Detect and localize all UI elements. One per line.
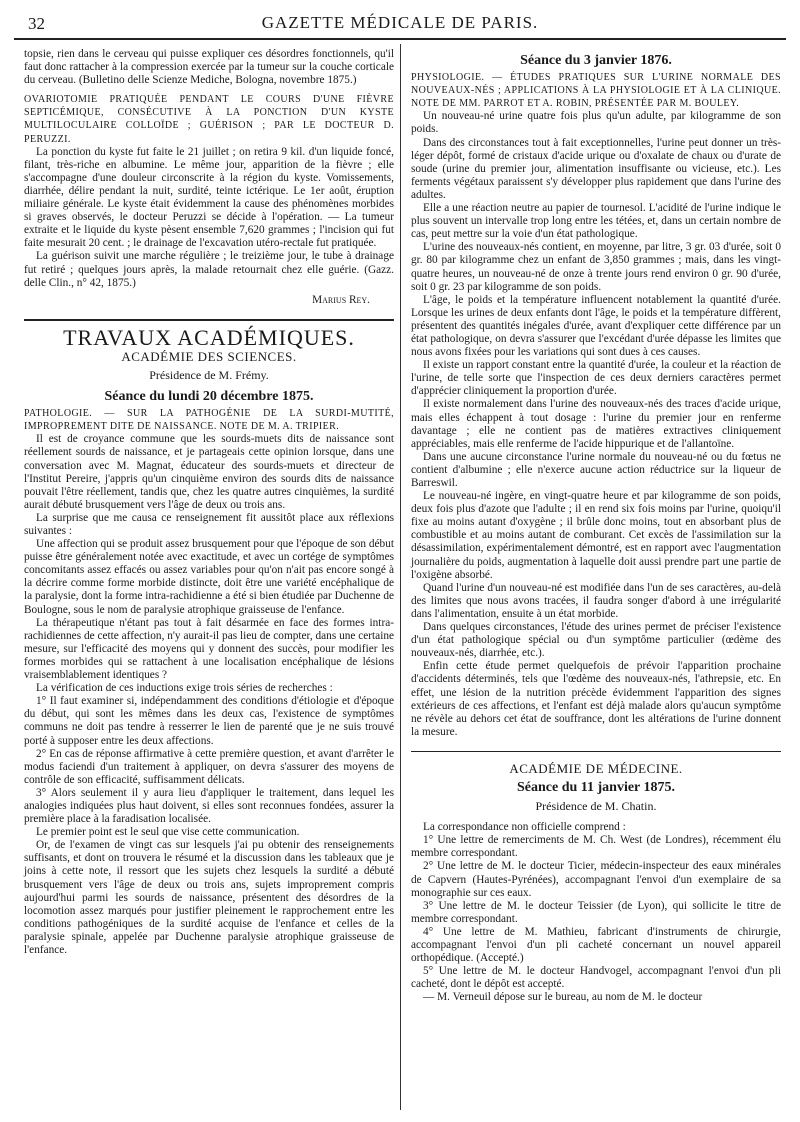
body-paragraph: Quand l'urine d'un nouveau-né est modifiée dans l'un de ses caractères, au-delà des limites que nous avons tracées, il faudra songer d'abord à une irrégularité dans l'alimentation, ensuite à un état morbide. <box>411 581 781 620</box>
section-title: TRAVAUX ACADÉMIQUES. <box>63 324 355 350</box>
page-header <box>14 8 786 40</box>
seance-heading: Séance du lundi 20 décembre 1875. <box>104 389 314 405</box>
left-column <box>24 48 394 957</box>
body-paragraph: Enfin cette étude permet quelquefois de prévoir l'apparition prochaine d'accidents déterminés, tels que l'œdème des nouveaux-nés, l'athrepsie, etc. En effet, une lésion de la nutrition précède évidemment l'apparition des signes extérieurs de ces affections, et l'enfant est déjà malade alors qu'aucun symptôme ne révèle au dehors cet état de souffrance, dont les altérations de l'urine donnent la mesure. <box>411 660 781 738</box>
presidence: Présidence de M. Frémy. <box>149 367 269 382</box>
body-paragraph: 4° Une lettre de M. Mathieu, fabricant d'instruments de chirurgie, accompagnant l'envoi d'un pli cacheté concernant un nouvel appareil orthopédique. (Accepté.) <box>411 925 781 965</box>
right-column <box>411 48 781 1004</box>
body-paragraph: 1° Il faut examiner si, indépendamment des conditions d'étiologie et d'époque du début, qui sont les mêmes dans les deux cas, l'existence de symptômes communs ne doit pas tendre à resserrer le lien de parenté que je ne suis trouvé porté à supposer entre les deux affections. <box>24 695 394 747</box>
body-paragraph: Dans une aucune circonstance l'urine normale du nouveau-né ou du fœtus ne contient d'albumine ; elle n'exerce aucune action réductrice sur la liqueur de Barreswil. <box>411 450 781 489</box>
body-paragraph: La correspondance non officielle comprend : <box>423 821 626 834</box>
body-paragraph: La surprise que me causa ce renseignement fit aussitôt place aux réflexions suivantes : <box>24 511 394 537</box>
presidence: Présidence de M. Chatin. <box>535 799 657 814</box>
body-paragraph: — M. Verneuil dépose sur le bureau, au nom de M. le docteur <box>423 991 703 1004</box>
section-rule <box>411 751 781 752</box>
academy-name: ACADÉMIE DE MÉDECINE. <box>509 760 683 776</box>
physiology-title: PHYSIOLOGIE. — ÉTUDES PRATIQUES SUR L'URINE NORMALE DES NOUVEAUX-NÉS ; APPLICATIONS À LA PHYSIOLOGIE ET À LA CLINIQUE. NOTE DE MM. PARROT ET A. ROBIN, PRÉSENTÉE PAR M. BOULEY. <box>411 72 781 110</box>
ovariotomy-paragraph: La guérison suivit une marche régulière ; le treizième jour, le tube à drainage fut retiré ; quelques jours après, la malade retournait chez elle guérie. (Gazz. delle Clin., n° 42, 1875.) <box>24 250 394 289</box>
body-paragraph: 5° Une lettre de M. le docteur Handvogel, accompagnant l'envoi d'un pli cacheté, dont le dépôt est accepté. <box>411 965 781 991</box>
body-paragraph: Un nouveau-né urine quatre fois plus qu'un adulte, par kilogramme de son poids. <box>411 110 781 136</box>
pathology-title: PATHOLOGIE. — SUR LA PATHOGÉNIE DE LA SURDI-MUTITÉ, IMPROPREMENT DITE DE NAISSANCE. NOTE DE M. A. TRIPIER. <box>24 408 394 433</box>
body-paragraph: Or, de l'examen de vingt cas sur lesquels j'ai pu obtenir des renseignements suffisants, et dont on trouvera le résumé et la discussion dans les tableaux que je joins à cette note, il ressort que les sujets chez lesquels la surdité a débuté brusquement vers l'âge de deux ou trois ans, sujets improprement compris aujourd'hui parmi les sourds de naissance, présentent des désordres de la locomotion assez marqués pour justifier pleinement le rapprochement entre les conditions pathogéniques de la surdité acquise de l'enfance et celles de la paralysie spinale, appelée par Duchenne paralysie atrophique graisseuse de l'enfance. <box>24 839 394 956</box>
body-paragraph: L'âge, le poids et la température influencent notablement la quantité d'urée. Lorsque les urines de deux enfants dont l'âge, le poids et la température diffèrent, présentent des quantités inégales d'urée, avant d'expliquer cette différence par un état pathologique, on devra s'assurer que l'excédant d'urée dépasse les limites que nous avons fixées pour les variations qui sont dues à ces causes. <box>411 293 781 359</box>
page-number: 32 <box>28 14 45 33</box>
body-paragraph: 2° Une lettre de M. le docteur Ticier, médecin-inspecteur des eaux minérales de Capvern (Hautes-Pyrénées), accompagnant l'envoi d'un exemplaire de sa monographie sur ces eaux. <box>411 860 781 899</box>
newspaper-page <box>14 8 786 1114</box>
body-paragraph: Le nouveau-né ingère, en vingt-quatre heure et par kilogramme de son poids, deux fois plus d'azote que l'adulte ; il en rend six fois moins par l'urine, quoiqu'il fixe au moins autant d'oxygène ; il brûle donc moins, tout en absorbant plus de combustible et au moins autant de comburant. Cet excès de l'assimilation sur la désassimilation, expérimentalement démontré, est en rapport avec l'augmentation journalière du poids, augmentation à laquelle doit aussi prendre part une partie de l'oxigène absorbé. <box>411 490 781 581</box>
academy-name: ACADÉMIE DES SCIENCES. <box>121 348 297 364</box>
body-paragraph: La vérification de ces inductions exige trois séries de recherches : <box>36 682 333 695</box>
ovariotomy-title: OVARIOTOMIE PRATIQUÉE PENDANT LE COURS D'UNE FIÈVRE SEPTICÉMIQUE, CONSÉCUTIVE À LA PONCTION D'UN KYSTE MULTILOCULAIRE COLLOÏDE ; GUÉRISON ; PAR LE DOCTEUR D. PERUZZI. <box>24 94 394 145</box>
column-divider <box>400 44 401 1110</box>
body-paragraph: Il existe un rapport constant entre la quantité d'urée, la couleur et la réaction de l'urine, de telle sorte que l'inspection de ces deux derniers caractères permet d'apprécier cliniquement la proportion d'urée. <box>411 359 781 398</box>
ovariotomy-paragraph: La ponction du kyste fut faite le 21 juillet ; on retira 9 kil. d'un liquide foncé, filant, très-riche en albumine. Le même jour, apparition de la fièvre ; elle s'accompagne d'une douleur circonscrite à la région du kyste. Vomissements, diarrhée, délire pendant la nuit, surdité, teinte ictérique. Le 1er août, éruption miliaire générale. Le kyste était évidemment la cause des phénomènes morbides si graves observés, le docteur Peruzzi se décide à l'opération. — La tumeur extraite et le liquide du kyste pèsent ensemble 7,620 grammes ; l'incision qui fut faite mesurait 20 cent. ; le drainage de l'excavation utéro-rectale fut pratiquée. <box>24 145 394 250</box>
body-paragraph: 1° Une lettre de remerciments de M. Ch. West (de Londres), récemment élu membre correspondant. <box>411 834 781 860</box>
body-paragraph: L'urine des nouveaux-nés contient, en moyenne, par litre, 3 gr. 03 d'urée, soit 0 gr. 80 par kilogramme chez un enfant de 3,850 grammes ; mais, dans les vingt-quatre heures, un nouveau-né de onze à trente jours rend environ 0 gr. 90 d'urée, soit 0 gr. 23 par kilogramme de son poids. <box>411 241 781 293</box>
section-rule <box>24 319 394 321</box>
journal-title: GAZETTE MÉDICALE DE PARIS. <box>261 13 539 32</box>
body-paragraph: 2° En cas de réponse affirmative à cette première question, et avant d'arrêter le modus faciendi d'un traitement à appliquer, on devra s'assurer des moyens de contrôle de son efficacité, suffisamment délicats. <box>24 747 394 786</box>
body-paragraph: 3° Alors seulement il y aura lieu d'appliquer le traitement, dans lequel les analogies indiquées plus haut doivent, si elles sont reconnues fondées, assurer la première place à la faradisation localisée. <box>24 786 394 826</box>
body-paragraph: Dans quelques circonstances, l'étude des urines permet de préciser l'existence d'un état pathologique spécial ou d'un symptôme particulier (œdème des nouveaux-nés, diarrhée, etc.). <box>411 621 781 660</box>
body-paragraph: Elle a une réaction neutre au papier de tournesol. L'acidité de l'urine indique le plus souvent un intervalle trop long entre les tétées, et, dans un certain nombre de cas, peut mettre sur la voie d'un état pathologique. <box>411 202 781 241</box>
body-paragraph: Il est de croyance commune que les sourds-muets dits de naissance sont réellement sourds de naissance, et je partageais cette opinion lorsque, dans une conversation avec M. Magnat, éducateur des sourds-muets et directeur de l'Institut Pereire, j'appris qu'un cinquième environ des sourds dits de naissance pouvait l'être réellement, tandis que, chez les quatre autres cinquièmes, la surdité aurait débuté brusquement vers l'âge de deux ou trois ans. <box>24 433 394 511</box>
author-signature: Marius Rey. <box>312 293 370 306</box>
body-paragraph: 3° Une lettre de M. le docteur Teissier (de Lyon), qui sollicite le titre de membre correspondant. <box>411 899 781 925</box>
body-paragraph: Il existe normalement dans l'urine des nouveaux-nés des traces d'acide urique, mais elles échappent à tout dosage : l'urine du premier jour en renferme davantage ; elle ne contient pas de matières extractives cliniquement appréciables, mais elle renferme de l'acide hippurique et de l'allantoïne. <box>411 398 781 450</box>
body-paragraph: La thérapeutique n'étant pas tout à fait désarmée en face des formes intra-rachidiennes de cette affection, n'y aurait-il pas lieu de compter, dans une certaine mesure, sur l'efficacité des moyens qui y donnent des succès, pour modifier les formes morbides qui se rattachent à une localisation encéphalique de lésions vraisemblablement identiques ? <box>24 616 394 682</box>
seance-heading: Séance du 11 janvier 1875. <box>516 779 676 795</box>
body-paragraph: Une affection qui se produit assez brusquement pour que l'époque de son début puisse être généralement notée avec exactitude, et avec un cortége de symptômes concomitants assez effacés ou assez variables pour qu'on n'ait pas encore songé à la décrire comme forme morbide distincte, doit être une variété encéphalique de la paralysie, dont la forme intra-rachidienne a été si bien étudiée par Duchenne de Boulogne, sous le nom de paralysie atrophique graisseuse de l'enfance. <box>24 538 394 616</box>
intro-paragraph: topsie, rien dans le cerveau qui puisse expliquer ces désordres fonctionnels, qu'il faut donc rattacher à la compression exercée par la tumeur sur la couche corticale du cerveau. (Bulletino delle Scienze Mediche, Bologna, novembre 1875.) <box>24 48 394 87</box>
seance-heading: Séance du 3 janvier 1876. <box>520 53 672 68</box>
body-paragraph: Le premier point est le seul que vise cette communication. <box>36 826 300 839</box>
body-paragraph: Dans des circonstances tout à fait exceptionnelles, l'urine peut donner un très-léger dépôt, formé de cristaux d'acide urique ou d'oxalate de chaux ou d'urate de soude (urine du premier jour, alimentation insuffisante ou vicieuse, etc.). Les ferments végétaux paraissent s'y développer plus rapidement que dans l'urine des adultes. <box>411 136 781 201</box>
